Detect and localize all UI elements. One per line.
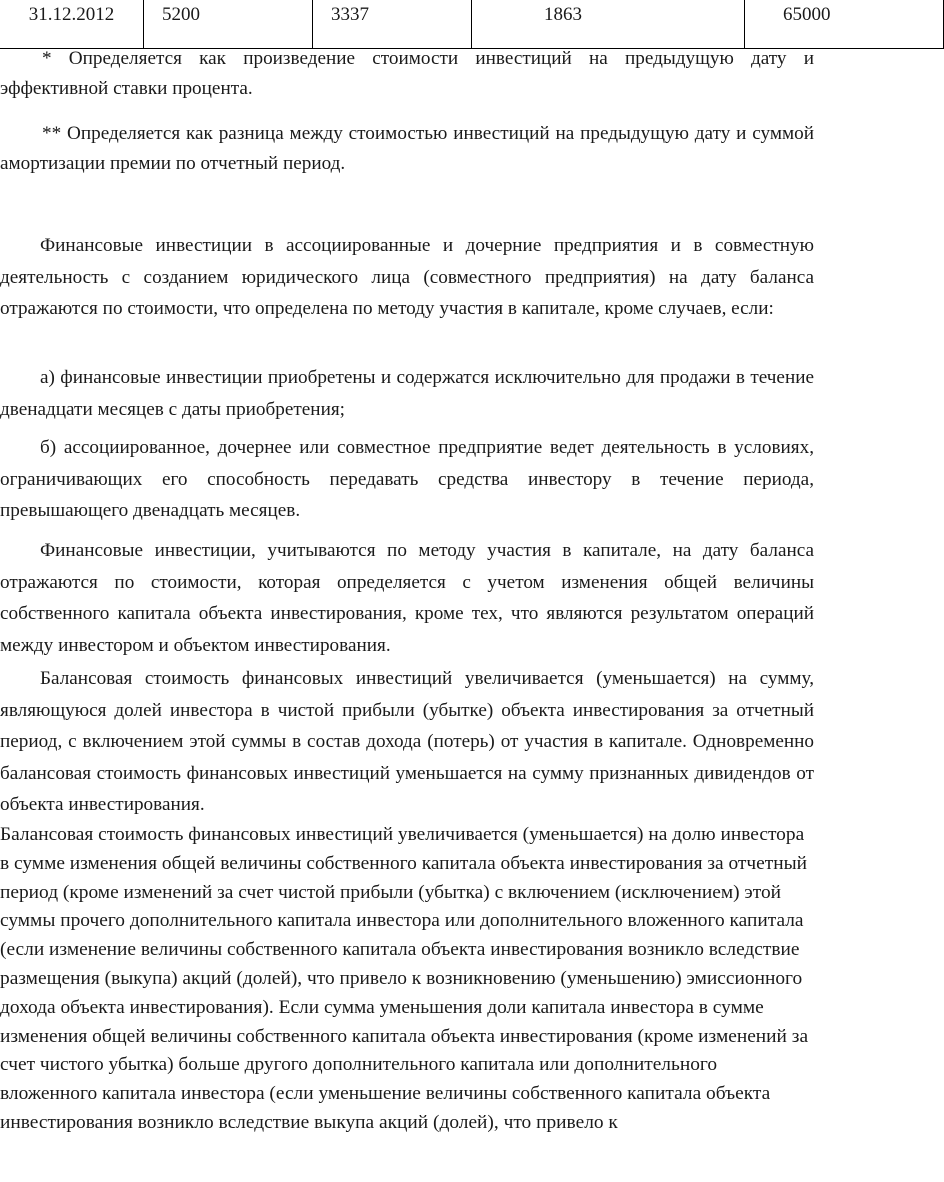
paragraph-text: Балансовая стоимость финансовых инвестиций увеличивается (уменьшается) на долю инвестора в сумме изменения общей величины собственного капитала объекта инвестирования за отчетный период (кроме изменений за счет чистой прибыли (убытка) с включением (исключением) этой суммы прочего дополнительного капитала инвестора или дополнительного вложенного капитала (если изменение величины собственного капитала объекта инвестирования возникло вследствие размещения (выкупа) акций (долей), что привело к возникновению (уменьшению) эмиссионного дохода объекта инвестирования). Если сумма уменьшения доли капитала инвестора в сумме изменения общей величины собственного капитала объекта инвестирования (кроме изменений за счет чистого убытка) больше другого дополнительного капитала или дополнительного вложенного капитала инвестора (если уменьшение величины собственного капитала объекта инвестирования возникло вследствие выкупа акций (долей), что привело к: [0, 824, 809, 1133]
table-cell: 3337: [313, 0, 472, 49]
data-table: [0, 0, 944, 49]
paragraph-4: [0, 535, 814, 661]
footnote-1: [0, 44, 814, 104]
table-row: [0, 0, 944, 49]
paragraph-3: [0, 432, 814, 527]
table-cell: 1863: [472, 0, 745, 49]
paragraph-2: [0, 362, 814, 425]
paragraph-1: [0, 230, 814, 325]
table-cell-date: 31.12.2012: [0, 0, 144, 49]
paragraph-5: [0, 663, 814, 821]
paragraph-6: [0, 821, 814, 1138]
paragraph-text: Финансовые инвестиции в ассоциированные и дочерние предприятия и в совместную деятельность с созданием юридического лица (совместного предприятия) на дату баланса отражаются по стоимости, что определена по методу участия в капитале, кроме случаев, если:: [0, 235, 814, 320]
footnote-text: ** Определяется как разница между стоимостью инвестиций на предыдущую дату и суммой амортизации премии по отчетный период.: [0, 123, 814, 174]
paragraph-text: Балансовая стоимость финансовых инвестиций увеличивается (уменьшается) на сумму, являющуюся долей инвестора в чистой прибыли (убытке) объекта инвестирования за отчетный период, с включением этой суммы в состав дохода (потерь) от участия в капитале. Одновременно балансовая стоимость финансовых инвестиций уменьшается на сумму признанных дивидендов от объекта инвестирования.: [0, 668, 814, 816]
paragraph-text: а) финансовые инвестиции приобретены и содержатся исключительно для продажи в течение двенадцати месяцев с даты приобретения;: [0, 367, 814, 420]
data-table-fragment: [0, 0, 831, 49]
table-cell: 5200: [144, 0, 313, 49]
paragraph-text: б) ассоциированное, дочернее или совместное предприятие ведет деятельность в условиях, ограничивающих его способность передавать средства инвестору в течение периода, превышающего двенадцать месяцев.: [0, 437, 814, 522]
footnote-2: [0, 119, 814, 179]
table-cell: 65000: [745, 0, 944, 49]
paragraph-text: Финансовые инвестиции, учитываются по методу участия в капитале, на дату баланса отражаются по стоимости, которая определяется с учетом изменения общей величины собственного капитала объекта инвестирования, кроме тех, что являются результатом операций между инвестором и объектом инвестирования.: [0, 540, 814, 656]
footnote-text: * Определяется как произведение стоимости инвестиций на предыдущую дату и эффективной ставки процента.: [0, 48, 814, 99]
